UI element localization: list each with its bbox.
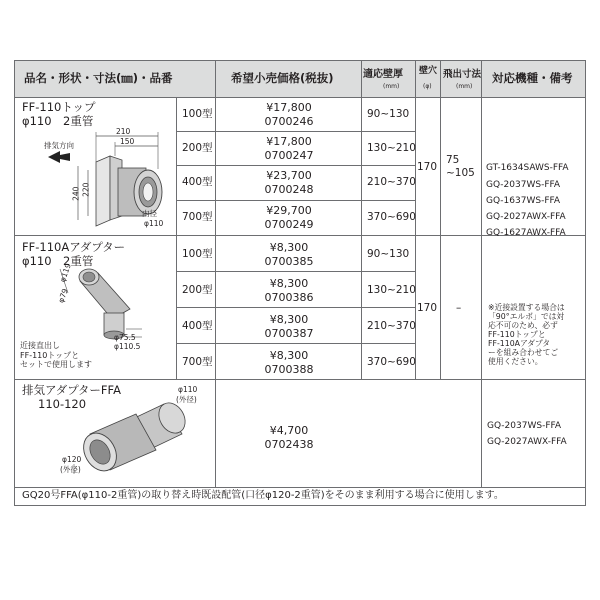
dim-phi79: φ79 (56, 287, 70, 305)
header-hole-unit: (φ) (423, 83, 432, 90)
model-item: GQ-1637WS-FFA (486, 196, 561, 206)
product-code: 0700247 (264, 149, 314, 162)
size-label: 400型 (182, 176, 213, 188)
row-sep (176, 200, 415, 201)
product-code: 0702438 (264, 438, 314, 451)
col-sep-5 (481, 60, 482, 488)
header-wall: 適応壁厚 (363, 69, 403, 80)
exhaust-direction-label: 排気方向 (44, 141, 74, 150)
price: ¥8,300 (269, 313, 309, 326)
price: ¥4,700 (269, 424, 309, 437)
col-sep-1 (215, 60, 216, 488)
dim-150: 150 (120, 137, 135, 146)
border-bottom (14, 505, 586, 506)
dim-phi120: φ120 (62, 455, 82, 464)
model-item: GQ-2027AWX-FFA (487, 437, 567, 447)
price: ¥8,300 (269, 277, 309, 290)
group1-name: FF-110トップ (22, 100, 96, 114)
footer-note: GQ20号FFA(φ110-2重管)の取り替え時既設配管(口径φ120-2重管)をそのまま利用する場合に使用します。 (22, 490, 504, 501)
model-item: GT-1634SAWS-FFA (486, 163, 569, 173)
col-sep-size (176, 97, 177, 379)
wall-thickness: 370~690 (367, 211, 416, 223)
wall-thickness: 130~210 (367, 284, 416, 296)
size-label: 100型 (182, 248, 213, 260)
product-code: 0700387 (264, 327, 314, 340)
size-label: 100型 (182, 108, 213, 120)
header-price: 希望小売価格(税抜) (231, 71, 334, 85)
ffa-adapter-illustration (60, 392, 210, 482)
dim-220: 220 (81, 182, 91, 197)
size-label: 400型 (182, 320, 213, 332)
model-item: GQ-2037WS-FFA (486, 180, 561, 190)
group3-name: 排気アダプターFFA (22, 383, 121, 397)
group2-sub: φ110 2重管 (22, 254, 94, 268)
model-item: GQ-2037WS-FFA (487, 421, 562, 431)
group1-sub: φ110 2重管 (22, 114, 94, 128)
header-models: 対応機種・備考 (492, 71, 573, 85)
dim-phi120-note: (外径) (60, 465, 81, 474)
header-wall-unit: (mm) (383, 83, 400, 90)
wall-thickness: 210~370 (367, 320, 416, 332)
group3-sub: 110-120 (38, 397, 87, 411)
row-sep (176, 131, 415, 132)
dim-phi75-5: φ75.5 (114, 333, 136, 342)
header-projection-unit: (mm) (456, 83, 473, 90)
border-right (585, 60, 586, 506)
row-sep (176, 307, 415, 308)
header-hole: 壁穴 (419, 66, 438, 76)
price: ¥17,800 (266, 101, 312, 114)
usage-note: 近接直出し FF-110トップと セットで使用します (20, 341, 92, 370)
dim-phi110: φ110 (178, 385, 198, 394)
size-label: 700型 (182, 356, 213, 368)
header-projection: 飛出寸法 (443, 69, 482, 80)
dim-phi110-note: (外径) (176, 395, 197, 404)
product-code: 0700388 (264, 363, 314, 376)
projection-value: 75 ~105 (446, 154, 475, 180)
inner-diameter-value: φ110 (144, 219, 164, 228)
dim-phi119: φ119 (57, 262, 73, 284)
col-sep-2 (361, 60, 362, 380)
price: ¥8,300 (269, 349, 309, 362)
size-label: 200型 (182, 142, 213, 154)
inner-diameter-label: 内径 (142, 209, 157, 218)
installation-note: ※近接設置する場合は 「90°エルボ」では対 応不可のため、必ず FF-110トップと FF-110Aアダプタ ーを組み合わせてご 使用ください。 (488, 303, 565, 366)
size-label: 700型 (182, 211, 213, 223)
product-code: 0700248 (264, 183, 314, 196)
row-sep (176, 165, 415, 166)
group2-bottom (14, 379, 586, 380)
wall-thickness: 90~130 (367, 108, 410, 120)
model-item: GQ-1627AWX-FFA (486, 228, 566, 238)
row-sep (176, 271, 415, 272)
wall-thickness: 370~690 (367, 356, 416, 368)
price: ¥23,700 (266, 169, 312, 182)
model-item: GQ-2027AWX-FFA (486, 212, 566, 222)
header-bottom (14, 97, 586, 98)
wall-thickness: 130~210 (367, 142, 416, 154)
price: ¥8,300 (269, 241, 309, 254)
dim-210: 210 (116, 127, 131, 136)
product-code: 0700385 (264, 255, 314, 268)
group3-bottom (14, 487, 586, 488)
size-label: 200型 (182, 284, 213, 296)
product-code: 0700249 (264, 218, 314, 231)
border-left (14, 60, 15, 506)
header-product: 品名・形状・寸法(㎜)・品番 (24, 71, 173, 85)
wall-thickness: 90~130 (367, 248, 410, 260)
wall-thickness: 210~370 (367, 176, 416, 188)
dim-phi110-5: φ110.5 (114, 342, 141, 351)
product-code: 0700386 (264, 291, 314, 304)
wall-hole-value: 170 (417, 161, 438, 173)
price: ¥17,800 (266, 135, 312, 148)
row-sep (176, 343, 415, 344)
price: ¥29,700 (266, 204, 312, 217)
dim-240: 240 (71, 186, 81, 201)
group2-name: FF-110Aアダプター (22, 240, 126, 254)
product-code: 0700246 (264, 115, 314, 128)
wall-hole-value: 170 (417, 302, 438, 314)
projection-value: – (456, 302, 462, 314)
border-top (14, 60, 586, 61)
col-sep-4 (440, 60, 441, 380)
